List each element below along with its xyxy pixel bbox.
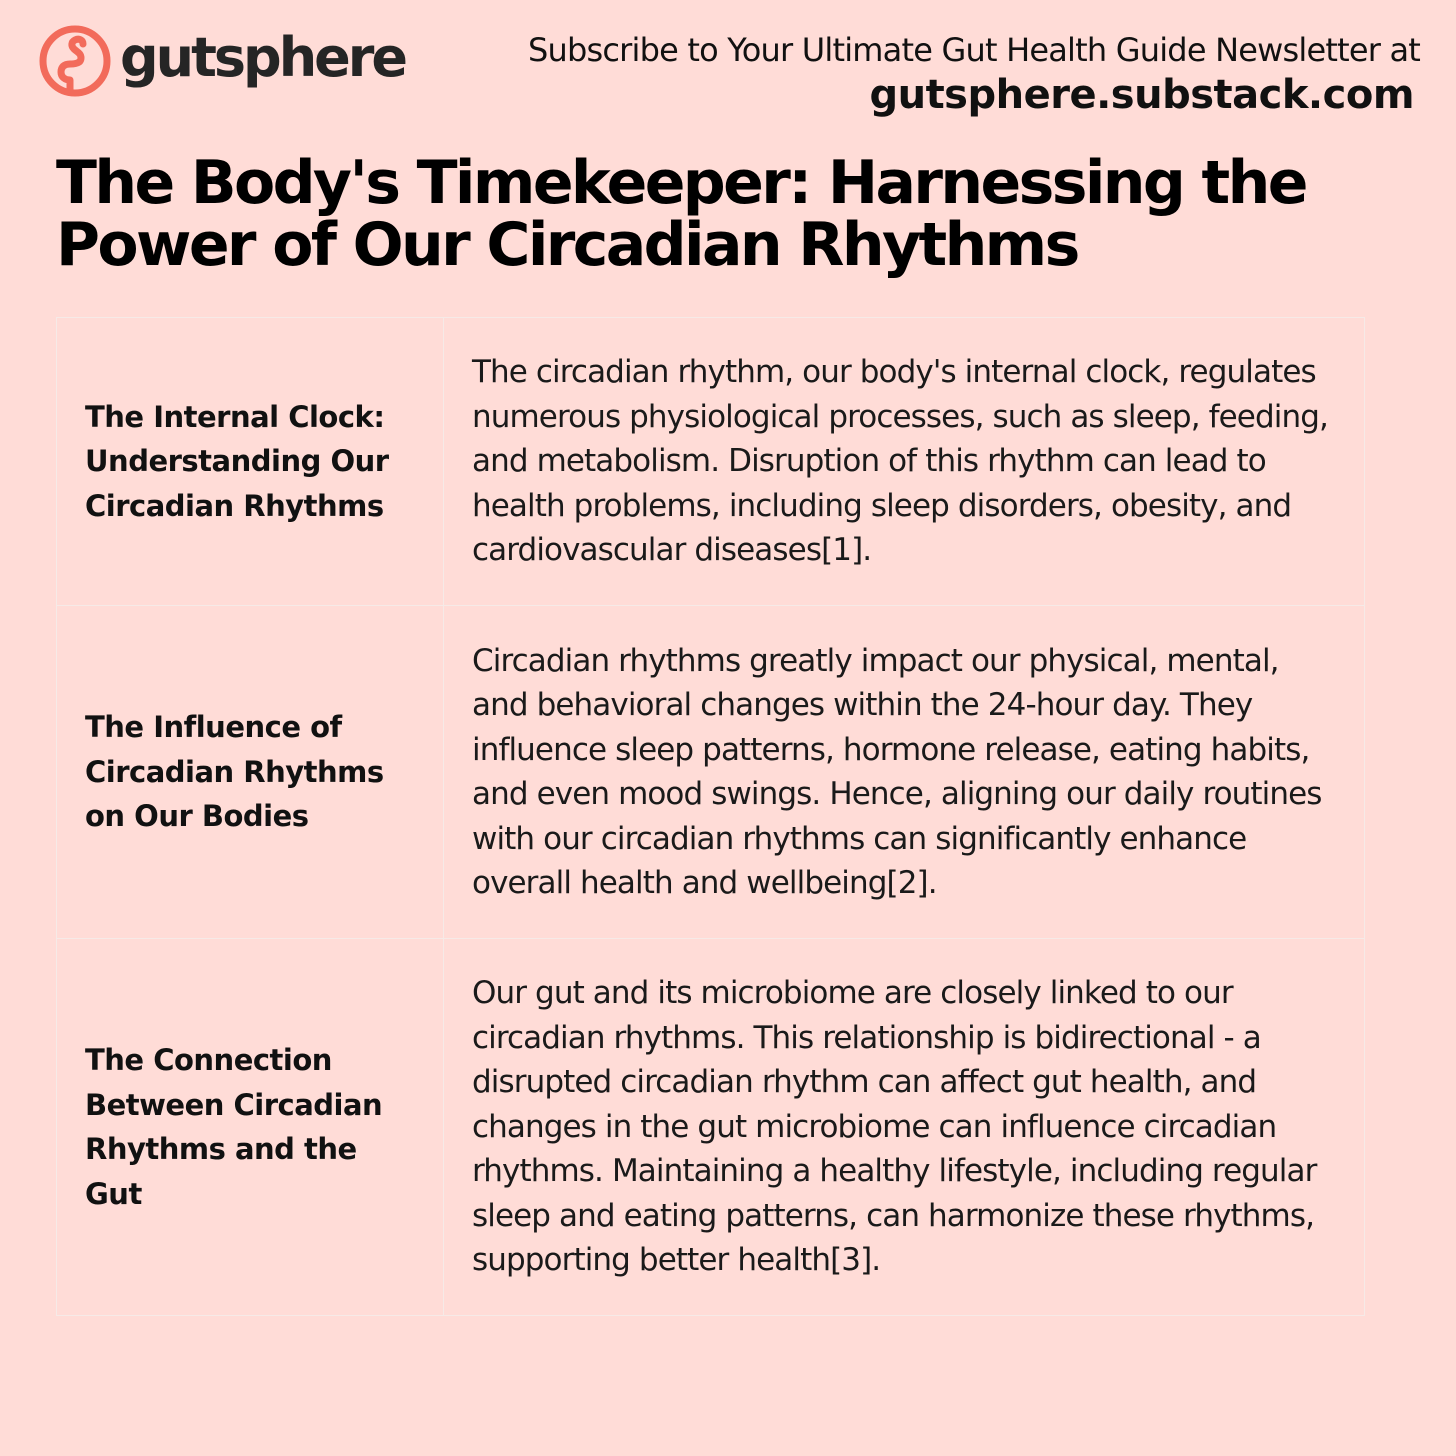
row-body: The circadian rhythm, our body's internal clock, regulates numerous physiological processes, such as sleep, feeding, and metabolism. Disruption of this rhythm can lead to health problems, including sleep disorders, obesity, and cardiovascular diseases[1]. — [472, 354, 1328, 569]
newsletter-link[interactable]: gutsphere.substack.com — [869, 72, 1414, 118]
row-body-cell — [444, 318, 1365, 606]
subscribe-text: Subscribe to Your Ultimate Gut Health Guide Newsletter at — [527, 31, 1420, 69]
row-heading-cell — [57, 318, 444, 606]
table-row — [57, 318, 1365, 606]
row-heading-cell — [57, 939, 444, 1316]
subscribe-banner — [528, 30, 1420, 120]
info-table — [56, 317, 1365, 1316]
page-title: The Body's Timekeeper: Harnessing the Power of Our Circadian Rhythms — [56, 148, 1306, 280]
row-body-cell — [444, 939, 1365, 1316]
row-body: Our gut and its microbiome are closely linked to our circadian rhythms. This relationship is bidirectional - a disrupted circadian rhythm can affect gut health, and changes in the gut microbiome can influence circadian rhythms. Maintaining a healthy lifestyle, including regular sleep and eating patterns, can harmonize these rhythms, supporting better health[3]. — [472, 975, 1317, 1279]
row-heading: The Internal Clock: Understanding Our Circadian Rhythms — [85, 399, 389, 523]
row-body: Circadian rhythms greatly impact our physical, mental, and behavioral changes within the 24-hour day. They influence sleep patterns, hormone release, eating habits, and even mood swings. Hence, aligning our daily routines with our circadian rhythms can significantly enhance overall health and wellbeing[2]. — [472, 642, 1322, 901]
table-row — [57, 939, 1365, 1316]
row-heading-cell — [57, 606, 444, 939]
brand-logo[interactable] — [38, 24, 405, 98]
table-row — [57, 606, 1365, 939]
brand-name: gutsphere — [120, 26, 406, 89]
row-heading: The Influence of Circadian Rhythms on Our Bodies — [85, 710, 384, 834]
row-heading: The Connection Between Circadian Rhythms and the Gut — [85, 1043, 383, 1211]
gut-icon — [38, 24, 112, 98]
row-body-cell — [444, 606, 1365, 939]
